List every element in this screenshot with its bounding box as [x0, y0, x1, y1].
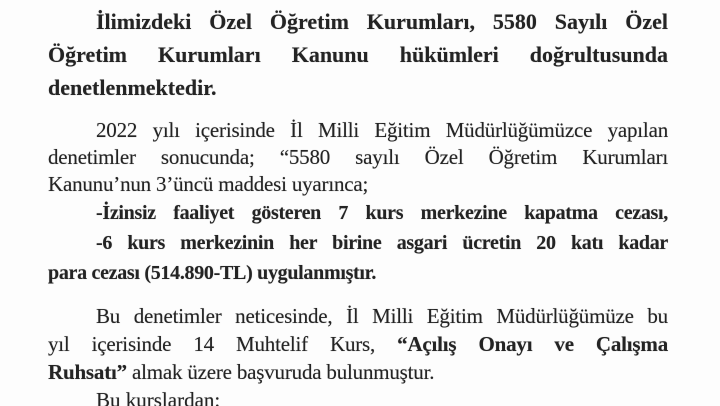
paragraph-inspections-2022	[48, 117, 668, 198]
text-line: -İzinsiz faaliyet gösteren 7 kurs merkezine kapatma cezası,	[96, 202, 668, 224]
text-line: Bu kurslardan:	[96, 388, 221, 406]
text-segment: almak üzere başvuruda bulunmuştur.	[126, 360, 435, 384]
text-line: 2022 yılı içerisinde İl Milli Eğitim Müdürlüğümüzce yapılan	[96, 118, 668, 142]
text-line: -6 kurs merkezinin her birine asgari ücretin 20 katı kadar	[96, 232, 668, 254]
text-line: Bu denetimler neticesinde, İl Milli Eğitim Müdürlüğümüze bu	[96, 304, 668, 328]
text-line: para cezası (514.890-TL) uygulanmıştır.	[48, 262, 377, 284]
text-line: denetlenmektedir.	[48, 75, 217, 100]
text-segment-bold: “Açılış Onayı ve Çalışma	[397, 332, 668, 356]
paragraph-applications	[48, 302, 668, 386]
penalty-line-closure	[48, 198, 668, 228]
text-line: denetimler sonucunda; “5580 sayılı Özel Öğretim Kurumları	[48, 145, 668, 169]
paragraph-intro	[48, 5, 668, 104]
text-line	[48, 330, 668, 358]
text-segment: yıl içerisinde 14 Muhtelif Kurs,	[48, 332, 398, 356]
text-line: Kanunu’nun 3’üncü maddesi uyarınca;	[48, 172, 369, 196]
penalty-line-fine	[48, 228, 668, 288]
paragraph-courses-lead-in	[48, 386, 668, 406]
text-segment-bold: Ruhsatı”	[48, 360, 127, 384]
text-line	[48, 358, 668, 386]
text-line: İlimizdeki Özel Öğretim Kurumları, 5580 Sayılı Özel	[96, 9, 668, 34]
text-line: Öğretim Kurumları Kanunu hükümleri doğrultusunda	[48, 42, 668, 67]
